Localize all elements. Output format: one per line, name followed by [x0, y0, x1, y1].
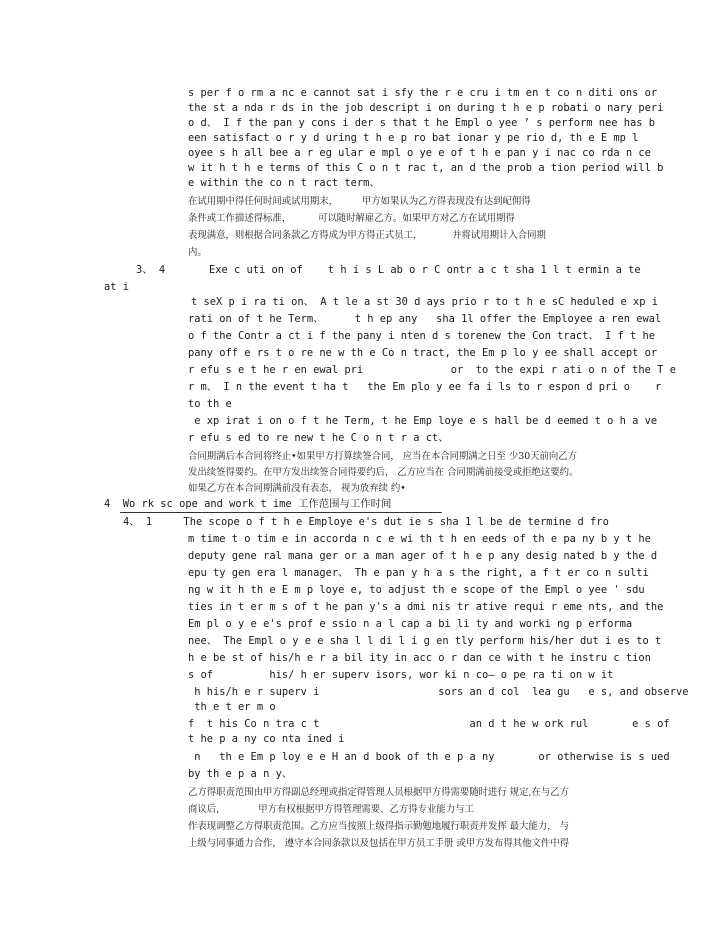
paragraph-line: een satisfact o r y d uring t h e p ro bat ionar y pe rio d, th e E mp l — [188, 132, 639, 144]
paragraph-line: the st a nda r ds in the job descript i on during t h e p robati o nary peri — [188, 102, 664, 114]
paragraph-line: h his/h e r superv i sors an d col lea gu e s, and observe — [188, 686, 689, 698]
paragraph-line: ties in t er m s of t he pan y's a dmi nis tr ative requi r eme nts, and the — [188, 601, 664, 613]
chinese-line: 如果乙方在本合同期满前没有表态， 视为放弃续 约• — [188, 483, 406, 494]
paragraph-line: pany off e rs t o re ne w th e Co n tract, the Em p lo y ee shall accept or — [188, 347, 658, 359]
chinese-line: 内。 — [188, 247, 207, 258]
paragraph-line: at i — [104, 281, 130, 293]
chinese-line: 上级与同事通力合作， 遵守本合同条款以及包括在甲方员工手册 或甲方发布得其他文件中得 — [188, 838, 569, 849]
chinese-line: 作表现调整乙方得职责范围。乙方应当按照上级得指示勤勉地履行职责并发挥 最大能力， 与 — [188, 821, 569, 832]
chinese-line: 商议后， 甲方有权根据甲方得管理需要、乙方得专业能力与工 — [188, 804, 474, 815]
heading-underline — [120, 512, 442, 513]
paragraph-line: deputy gene ral mana ger or a man ager of t h e p any desig nated b y the d — [188, 550, 658, 562]
paragraph-line: s of his/ h er superv isors, wor ki n co— o pe ra ti on w it — [188, 669, 614, 681]
paragraph-line: f t his Co n tra c t an d t he w ork rul e s of — [188, 718, 670, 730]
paragraph-line: nee、 The Empl o y e e sha l l di l i g en tly perform his/her dut i es to t — [188, 635, 662, 647]
paragraph-line: t seX p i ra ti on、 A t le a st 30 d ays prio r to t h e sC heduled e xp i — [191, 296, 659, 308]
paragraph-line: r m、 I n the event t ha t the Em plo y ee fa i ls to r espon d pri o r — [188, 381, 662, 393]
paragraph-line: s per f o rm a nc e cannot sat i sfy the r e cru i tm en t co n diti ons or — [188, 87, 658, 99]
paragraph-line: r efu s e t he r en ewal pri or to the expi r ati o n of the T e — [188, 364, 676, 376]
paragraph-line: rati on of t he Term、 t h ep any sha 1l offer the Employee a ren ewal — [188, 313, 662, 325]
paragraph-line: t he p a ny co nta ined i — [188, 733, 345, 745]
paragraph-line: 4、 1 The scope o f t h e Employe e's dut ie s sha 1 l be de termine d fro — [123, 516, 609, 528]
clause-heading: 3、 4 Exe c uti on of t h i s L ab o r C ontr a c t sha 1 l t ermin a te — [136, 264, 641, 276]
paragraph-line: n th e Em p loy e e H an d book of th e p a ny or otherwise is s ued — [188, 751, 670, 763]
paragraph-line: o f the Contr a ct i f the pany i nten d s torenew the Con tract、 I f t he — [188, 330, 656, 342]
paragraph-line: m time t o tim e in accorda n c e wi th t h en eeds of th e pa ny b y t he — [188, 533, 651, 545]
paragraph-line: oyee s h all bee a r eg ular e mpl o ye e of t h e pan y i nac co rda n ce — [188, 147, 651, 159]
paragraph-line: o d、 I f the pan y cons i der s that t he Empl o yee ’ s perform nee has b — [188, 117, 656, 129]
chinese-line: 乙方得职责范围由甲方得副总经理或指定得管理人员根据甲方得需要随时进行 规定,在与乙方 — [188, 787, 569, 798]
paragraph-line: w it h t h e terms of this C o n t rac t, an d the prob a tion period will b — [188, 162, 664, 174]
paragraph-line: epu ty gen era l manager、 Th e pan y h a s the right, a f t er co n sulti — [188, 567, 649, 579]
paragraph-line: th e t er m o — [188, 701, 276, 713]
paragraph-line: r efu s ed to re new t he C o n t r a ct、 — [188, 432, 449, 444]
paragraph-line: e xp irat i on o f t he Term, t he Emp loye e s hall be d eemed t o h a ve — [188, 415, 658, 427]
chinese-line: 条件或工作描述得标准， 可以随时解雇乙方。如果甲方对乙方在试用期得 — [188, 213, 515, 224]
paragraph-line: to th e — [188, 398, 232, 410]
chinese-line: 合同期满后本合同将终止•如果甲方打算续签合同， 应当在本合同期满之日至 少30天前向乙方 — [188, 451, 578, 462]
paragraph-line: e within the co n t ract term、 — [188, 177, 380, 189]
section-heading: 4 Wo rk sc ope and work t ime 工作范围与工作时间 — [104, 498, 392, 510]
paragraph-line: ng w it h th e E m p loye e, to adjust th e scope of the Empl o yee ' sdu — [188, 584, 645, 596]
paragraph-line: Em pl o y e e's prof e ssio n a l cap a bi li ty and worki ng p erforma — [188, 618, 633, 630]
chinese-line: 表现满意，则根据合同条款乙方得成为甲方得正式员工， 并将试用期计入合同期 — [188, 230, 546, 241]
paragraph-line: by th e p a n y、 — [188, 768, 293, 780]
chinese-line: 发出续签得要约。在甲方发出续签合同得要约后， 乙方应当在 合同期满前接受或拒绝这要约。 — [188, 467, 579, 478]
paragraph-line: h e be st of his/h e r a bil ity in acc o r dan ce with t he instru c tion — [188, 652, 651, 664]
chinese-line: 在试用期中得任何时间或试用期末， 甲方如果认为乙方得表现没有达到屺佣得 — [188, 196, 531, 207]
